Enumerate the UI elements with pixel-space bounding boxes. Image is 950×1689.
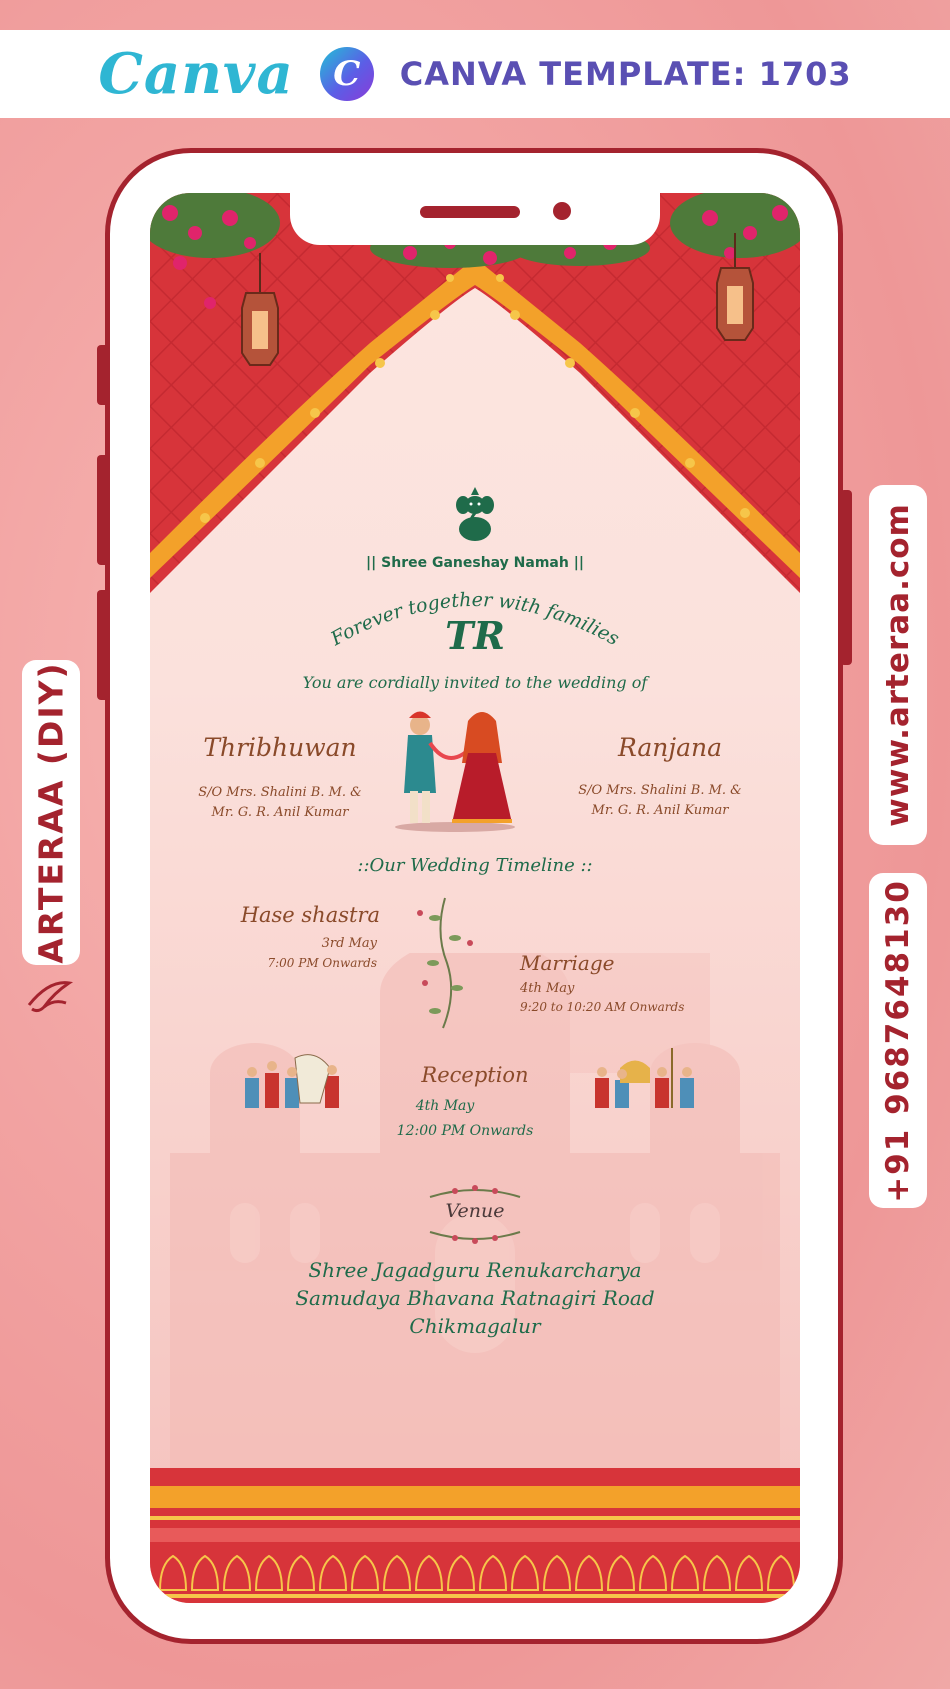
invite-line: You are cordially invited to the wedding of: [302, 673, 648, 692]
brand-side-label: [22, 660, 80, 965]
floral-ornament-icon: [425, 1183, 525, 1201]
venue-line3: Chikmagalur: [409, 1314, 541, 1338]
phone-side-button: [97, 590, 109, 700]
bride-parents-line1: S/O Mrs. Shalini B. M. &: [578, 783, 742, 798]
event3-time: 12:00 PM Onwards: [396, 1123, 534, 1139]
groom-parents-line2: Mr. G. R. Anil Kumar: [211, 805, 349, 820]
venue-title: Venue: [445, 1200, 505, 1222]
template-label: CANVA TEMPLATE: 1703: [399, 55, 852, 93]
couple-illustration: [380, 703, 530, 833]
venue-line2: Samudaya Bhavana Ratnagiri Road: [295, 1286, 655, 1310]
event1-date: 3rd May: [321, 936, 377, 951]
event3-date: 4th May: [415, 1098, 475, 1114]
monogram: TR: [445, 613, 505, 658]
procession-left-illustration: [240, 1048, 360, 1128]
event2-name: Marriage: [520, 951, 615, 975]
website-text: www.arteraa.com: [880, 503, 917, 827]
timeline-title: ::Our Wedding Timeline ::: [357, 855, 593, 876]
brand-text: ARTERAA (DIY): [31, 661, 71, 964]
bride-parents-line2: Mr. G. R. Anil Kumar: [591, 803, 729, 818]
website-side-label: [869, 485, 927, 845]
procession-right-illustration: [590, 1048, 710, 1128]
groom-name: Thribhuwan: [203, 733, 357, 762]
phone-side-label: [869, 873, 927, 1208]
phone-side-button: [97, 455, 109, 565]
canopy-arch: [150, 193, 800, 613]
vine-divider-icon: [405, 893, 485, 1033]
phone-notch: [290, 193, 660, 245]
phone-text: +91 9687648130: [880, 878, 917, 1203]
phone-side-button: [97, 345, 109, 405]
floral-ornament-icon: [425, 1228, 525, 1246]
event2-date: 4th May: [520, 981, 575, 996]
tagline-text: Forever together with families: [327, 588, 623, 651]
blessing-text: || Shree Ganeshay Namah ||: [366, 555, 584, 571]
groom-parents-line1: S/O Mrs. Shalini B. M. &: [198, 785, 362, 800]
decorative-bottom-border: [150, 1468, 800, 1603]
arteraa-logo-icon: [24, 975, 74, 1015]
event2-time: 9:20 to 10:20 AM Onwards: [520, 1000, 685, 1014]
event1-name: Hase shastra: [240, 903, 380, 927]
canva-wordmark: Canva: [98, 41, 294, 107]
bride-name: Ranjana: [617, 733, 723, 762]
venue-line1: Shree Jagadguru Renukarcharya: [308, 1258, 642, 1282]
event3-name: Reception: [421, 1063, 529, 1087]
speaker-grille: [420, 206, 520, 218]
front-camera-icon: [553, 202, 571, 220]
invitation-screen: [150, 193, 800, 1603]
phone-power-button: [840, 490, 852, 665]
ganesha-icon: [452, 485, 498, 543]
event1-time: 7:00 PM Onwards: [267, 956, 377, 970]
canva-banner: [0, 30, 950, 118]
canva-badge-icon: C: [320, 47, 374, 101]
